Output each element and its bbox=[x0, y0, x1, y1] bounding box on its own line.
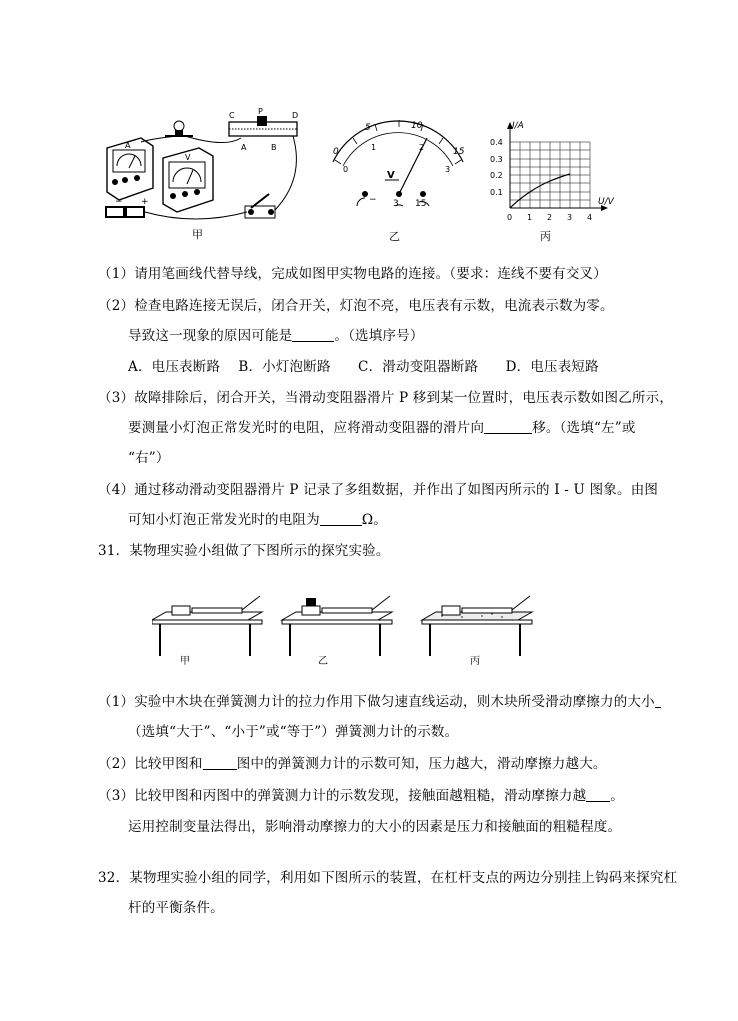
graph-ylabel: I/A bbox=[512, 121, 524, 131]
q31-part3-pre: （3）比较甲图和丙图中的弹簧测力计的示数发现，接触面越粗糙，滑动摩擦力越 bbox=[98, 788, 587, 804]
voltmeter-label: V bbox=[185, 153, 191, 162]
friction-caption-yi: 乙 bbox=[318, 656, 328, 667]
q30-part3: （3）故障排除后，闭合开关，当滑动变阻器滑片 P 移到某一位置时，电压表示数如图乙所示， bbox=[98, 390, 674, 406]
graph-ytick-03: 0.3 bbox=[490, 155, 503, 164]
friction-setup-yi bbox=[282, 596, 392, 667]
graph-xtick-4: 4 bbox=[587, 213, 593, 222]
q31-part2-pre: （2）比较甲图和 bbox=[98, 756, 203, 772]
q32-title-cont: 杆的平衡条件。 bbox=[128, 900, 224, 916]
ammeter-label: A bbox=[125, 141, 131, 150]
friction-setup-bing bbox=[422, 596, 532, 667]
figure-yi-voltmeter bbox=[315, 110, 475, 245]
q30-part3-answer-line bbox=[128, 416, 636, 436]
ammeter bbox=[107, 138, 153, 200]
graph-ytick-04: 0.4 bbox=[490, 138, 503, 147]
q31-answer-blank-1[interactable] bbox=[655, 693, 661, 708]
q30-part4-post: Ω。 bbox=[361, 512, 387, 528]
q30-part2: （2）检查电路连接无误后，闭合开关，灯泡不亮，电压表有示数，电流表示数为零。 bbox=[98, 298, 614, 314]
graph-xlabel: U/V bbox=[598, 197, 614, 207]
dial-outer-5: 5 bbox=[365, 123, 371, 133]
dial-symbol: V bbox=[387, 170, 395, 181]
q32-title: 32．某物理实验小组的同学，利用如下图所示的装置，在杠杆支点的两边分别挂上钩码来探究杠 bbox=[98, 870, 678, 886]
dial-inner-3: 3 bbox=[445, 165, 451, 174]
q30-options: A．电压表断路 B．小灯泡断路 C．滑动变阻器断路 D．电压表短路 bbox=[128, 359, 599, 375]
dial-terminal-15: 15 bbox=[415, 199, 427, 209]
battery-minus: − bbox=[115, 197, 123, 207]
q30-part4: （4）通过移动滑动变阻器滑片 P 记录了多组数据，并作出了如图丙所示的 I - U 图象。由图 bbox=[98, 482, 659, 498]
figure-bing-iu-graph bbox=[488, 112, 623, 242]
dial-outer-0: 0 bbox=[333, 147, 339, 157]
q30-part2-post: 。（选填序号） bbox=[334, 328, 424, 344]
friction-caption-jia: 甲 bbox=[180, 656, 190, 667]
graph-xtick-1: 1 bbox=[527, 213, 533, 222]
rheostat-c: C bbox=[229, 111, 235, 120]
rheostat-b: B bbox=[271, 143, 277, 152]
dial-outer-10: 10 bbox=[411, 121, 423, 131]
figure-jia-caption: 甲 bbox=[192, 228, 203, 241]
figure-bing-caption: 丙 bbox=[540, 230, 551, 242]
friction-caption-bing: 丙 bbox=[470, 656, 480, 667]
q30-answer-blank-1[interactable] bbox=[292, 327, 334, 342]
q31-part3-post: 。 bbox=[610, 788, 624, 804]
q30-part4-pre: 可知小灯泡正常发光时的电阻为 bbox=[128, 512, 320, 528]
q31-part1-cont: （选填“大于”、“小于”或“等于”）弹簧测力计的示数。 bbox=[128, 724, 459, 740]
q30-part4-answer-line bbox=[128, 508, 387, 528]
q30-part1: （1）请用笔画线代替导线，完成如图甲实物电路的连接。（要求：连线不要有交叉） bbox=[98, 266, 607, 282]
battery bbox=[105, 197, 149, 218]
q30-part3-post: 移。（选填“左”或 bbox=[532, 420, 636, 436]
graph-ytick-01: 0.1 bbox=[490, 188, 503, 197]
q30-part2-pre: 导致这一现象的原因可能是 bbox=[128, 328, 293, 344]
q31-part1-text: （1）实验中木块在弹簧测力计的拉力作用下做匀速直线运动，则木块所受滑动摩擦力的大小 bbox=[98, 694, 655, 710]
rheostat-a: A bbox=[241, 143, 247, 152]
q31-part3 bbox=[98, 784, 624, 804]
figure-q31-friction-experiments bbox=[152, 586, 552, 668]
q31-part1 bbox=[98, 690, 661, 710]
voltmeter bbox=[163, 148, 213, 212]
q31-answer-blank-3[interactable] bbox=[586, 787, 610, 802]
rheostat-p: P bbox=[258, 108, 263, 116]
graph-xtick-0: 0 bbox=[507, 213, 513, 222]
figure-yi-caption: 乙 bbox=[389, 230, 400, 243]
switch bbox=[245, 194, 275, 218]
dial-inner-1: 1 bbox=[371, 143, 377, 152]
q31-answer-blank-2[interactable] bbox=[203, 755, 237, 770]
dial-inner-0: 0 bbox=[343, 165, 349, 174]
q31-part3-cont: 运用控制变量法得出，影响滑动摩擦力的大小的因素是压力和接触面的粗糙程度。 bbox=[128, 819, 622, 835]
rheostat bbox=[229, 108, 298, 152]
rheostat-d: D bbox=[292, 111, 299, 120]
dial-inner-2: 2 bbox=[419, 143, 425, 152]
friction-setup-jia bbox=[152, 596, 262, 667]
q31-part2 bbox=[98, 752, 607, 772]
dial-terminal-3: 3 bbox=[393, 199, 399, 209]
q30-answer-blank-2[interactable] bbox=[484, 419, 532, 434]
q31-part2-post: 图中的弹簧测力计的示数可知，压力越大，滑动摩擦力越大。 bbox=[236, 756, 607, 772]
graph-xtick-2: 2 bbox=[547, 213, 553, 222]
q30-answer-blank-3[interactable] bbox=[320, 511, 362, 526]
dial-outer-15: 15 bbox=[453, 147, 465, 157]
bulb bbox=[165, 121, 193, 136]
q30-part3-pre: 要测量小灯泡正常发光时的电阻，应将滑动变阻器的滑片向 bbox=[128, 420, 485, 436]
q31-title: 31．某物理实验小组做了下图所示的探究实验。 bbox=[98, 543, 390, 559]
dial-needle bbox=[399, 138, 427, 194]
q30-part2-answer-line bbox=[128, 324, 424, 344]
graph-ytick-02: 0.2 bbox=[490, 171, 503, 180]
battery-plus: + bbox=[141, 197, 149, 207]
graph-xtick-3: 3 bbox=[567, 213, 573, 222]
figure-jia-circuit bbox=[95, 108, 310, 243]
q30-part3-cont: “右”） bbox=[128, 450, 170, 466]
dial-terminal-minus: − bbox=[369, 195, 377, 205]
